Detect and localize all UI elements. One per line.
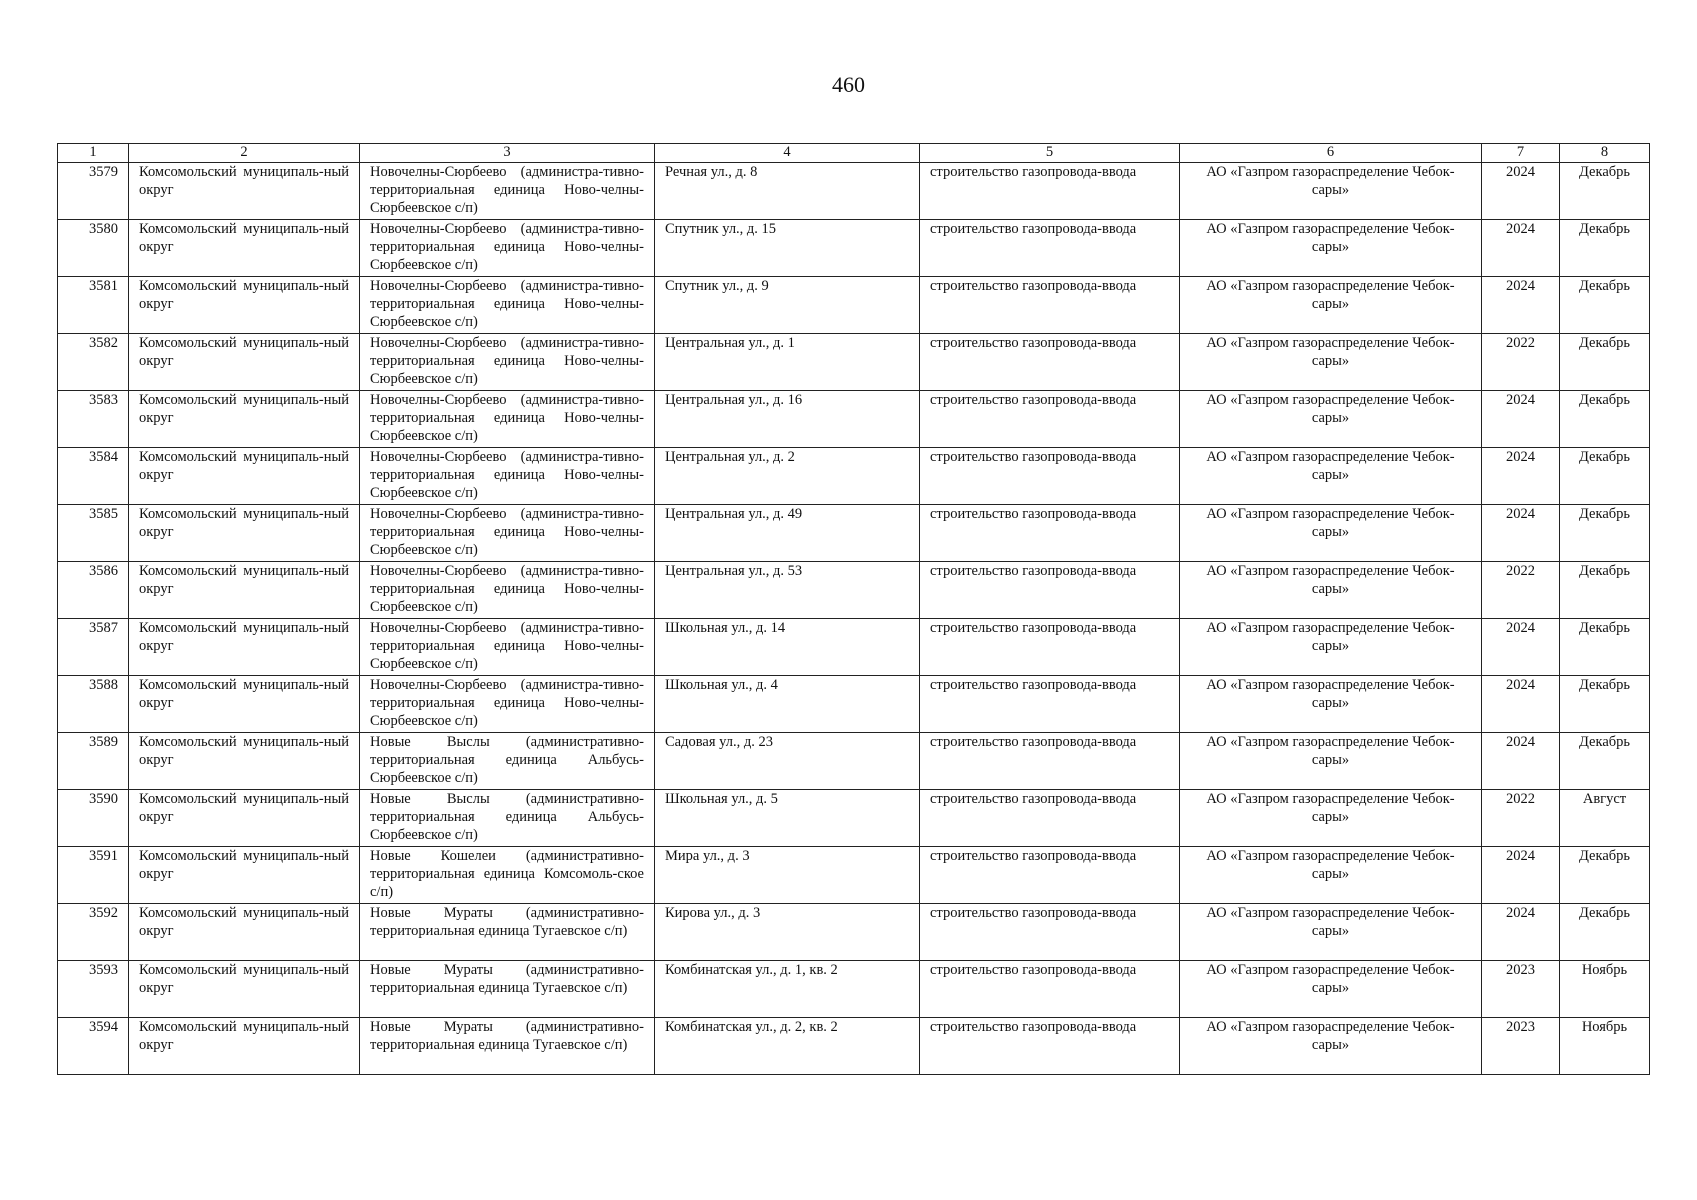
month-cell: Декабрь [1560, 562, 1650, 619]
column-header: 3 [360, 144, 655, 163]
row-number: 3583 [58, 391, 129, 448]
settlement-cell: Новые Мураты (административно-территориальная единица Тугаевское с/п) [360, 904, 655, 961]
row-number: 3594 [58, 1018, 129, 1075]
work-type-cell: строительство газопровода-ввода [920, 163, 1180, 220]
table-body [58, 163, 1650, 1075]
settlement-cell: Новочелны-Сюрбеево (администра-тивно-территориальная единица Ново-челны-Сюрбеевское с/п) [360, 505, 655, 562]
table-row [58, 277, 1650, 334]
column-header: 8 [1560, 144, 1650, 163]
table-row [58, 1018, 1650, 1075]
address-cell: Центральная ул., д. 2 [655, 448, 920, 505]
year-cell: 2022 [1482, 562, 1560, 619]
address-cell: Центральная ул., д. 53 [655, 562, 920, 619]
district-cell: Комсомольский муниципаль-ный округ [129, 562, 360, 619]
work-type-cell: строительство газопровода-ввода [920, 391, 1180, 448]
settlement-cell: Новочелны-Сюрбеево (администра-тивно-территориальная единица Ново-челны-Сюрбеевское с/п) [360, 391, 655, 448]
row-number: 3581 [58, 277, 129, 334]
year-cell: 2024 [1482, 220, 1560, 277]
organization-cell: АО «Газпром газораспределение Чебок-сары» [1180, 277, 1482, 334]
month-cell: Декабрь [1560, 619, 1650, 676]
work-type-cell: строительство газопровода-ввода [920, 733, 1180, 790]
table-row [58, 790, 1650, 847]
address-cell: Школьная ул., д. 5 [655, 790, 920, 847]
address-cell: Спутник ул., д. 9 [655, 277, 920, 334]
work-type-cell: строительство газопровода-ввода [920, 1018, 1180, 1075]
year-cell: 2023 [1482, 961, 1560, 1018]
table-row [58, 904, 1650, 961]
district-cell: Комсомольский муниципаль-ный округ [129, 163, 360, 220]
settlement-cell: Новочелны-Сюрбеево (администра-тивно-территориальная единица Ново-челны-Сюрбеевское с/п) [360, 277, 655, 334]
address-cell: Кирова ул., д. 3 [655, 904, 920, 961]
row-number: 3591 [58, 847, 129, 904]
table-row [58, 676, 1650, 733]
work-type-cell: строительство газопровода-ввода [920, 505, 1180, 562]
settlement-cell: Новочелны-Сюрбеево (администра-тивно-территориальная единица Ново-челны-Сюрбеевское с/п) [360, 334, 655, 391]
address-cell: Комбинатская ул., д. 1, кв. 2 [655, 961, 920, 1018]
work-type-cell: строительство газопровода-ввода [920, 448, 1180, 505]
organization-cell: АО «Газпром газораспределение Чебок-сары» [1180, 448, 1482, 505]
year-cell: 2024 [1482, 391, 1560, 448]
district-cell: Комсомольский муниципаль-ный округ [129, 733, 360, 790]
column-header: 1 [58, 144, 129, 163]
row-number: 3588 [58, 676, 129, 733]
work-type-cell: строительство газопровода-ввода [920, 220, 1180, 277]
settlement-cell: Новочелны-Сюрбеево (администра-тивно-территориальная единица Ново-челны-Сюрбеевское с/п) [360, 163, 655, 220]
month-cell: Декабрь [1560, 277, 1650, 334]
year-cell: 2024 [1482, 505, 1560, 562]
organization-cell: АО «Газпром газораспределение Чебок-сары» [1180, 733, 1482, 790]
settlement-cell: Новые Кошелеи (административно-территориальная единица Комсомоль-ское с/п) [360, 847, 655, 904]
settlement-cell: Новочелны-Сюрбеево (администра-тивно-территориальная единица Ново-челны-Сюрбеевское с/п) [360, 220, 655, 277]
organization-cell: АО «Газпром газораспределение Чебок-сары» [1180, 961, 1482, 1018]
year-cell: 2024 [1482, 163, 1560, 220]
organization-cell: АО «Газпром газораспределение Чебок-сары» [1180, 619, 1482, 676]
year-cell: 2022 [1482, 790, 1560, 847]
address-cell: Центральная ул., д. 49 [655, 505, 920, 562]
table-row [58, 562, 1650, 619]
row-number: 3584 [58, 448, 129, 505]
organization-cell: АО «Газпром газораспределение Чебок-сары» [1180, 676, 1482, 733]
work-type-cell: строительство газопровода-ввода [920, 676, 1180, 733]
month-cell: Декабрь [1560, 904, 1650, 961]
district-cell: Комсомольский муниципаль-ный округ [129, 448, 360, 505]
organization-cell: АО «Газпром газораспределение Чебок-сары» [1180, 847, 1482, 904]
month-cell: Декабрь [1560, 733, 1650, 790]
work-type-cell: строительство газопровода-ввода [920, 334, 1180, 391]
month-cell: Декабрь [1560, 163, 1650, 220]
work-type-cell: строительство газопровода-ввода [920, 961, 1180, 1018]
row-number: 3586 [58, 562, 129, 619]
row-number: 3580 [58, 220, 129, 277]
table-row [58, 619, 1650, 676]
row-number: 3593 [58, 961, 129, 1018]
address-cell: Спутник ул., д. 15 [655, 220, 920, 277]
year-cell: 2024 [1482, 676, 1560, 733]
table-row [58, 961, 1650, 1018]
settlement-cell: Новые Выслы (административно-территориальная единица Альбусь-Сюрбеевское с/п) [360, 733, 655, 790]
row-number: 3582 [58, 334, 129, 391]
organization-cell: АО «Газпром газораспределение Чебок-сары» [1180, 904, 1482, 961]
district-cell: Комсомольский муниципаль-ный округ [129, 961, 360, 1018]
table-row [58, 334, 1650, 391]
column-header: 4 [655, 144, 920, 163]
address-cell: Речная ул., д. 8 [655, 163, 920, 220]
work-type-cell: строительство газопровода-ввода [920, 562, 1180, 619]
district-cell: Комсомольский муниципаль-ный округ [129, 505, 360, 562]
column-header: 2 [129, 144, 360, 163]
year-cell: 2024 [1482, 733, 1560, 790]
month-cell: Декабрь [1560, 334, 1650, 391]
address-cell: Школьная ул., д. 14 [655, 619, 920, 676]
settlement-cell: Новочелны-Сюрбеево (администра-тивно-территориальная единица Ново-челны-Сюрбеевское с/п) [360, 676, 655, 733]
column-header: 5 [920, 144, 1180, 163]
month-cell: Ноябрь [1560, 961, 1650, 1018]
year-cell: 2024 [1482, 619, 1560, 676]
month-cell: Август [1560, 790, 1650, 847]
month-cell: Декабрь [1560, 847, 1650, 904]
month-cell: Декабрь [1560, 220, 1650, 277]
year-cell: 2024 [1482, 904, 1560, 961]
work-type-cell: строительство газопровода-ввода [920, 619, 1180, 676]
district-cell: Комсомольский муниципаль-ный округ [129, 220, 360, 277]
district-cell: Комсомольский муниципаль-ный округ [129, 790, 360, 847]
row-number: 3589 [58, 733, 129, 790]
settlement-cell: Новые Мураты (административно-территориальная единица Тугаевское с/п) [360, 1018, 655, 1075]
address-cell: Центральная ул., д. 1 [655, 334, 920, 391]
row-number: 3579 [58, 163, 129, 220]
table-row [58, 847, 1650, 904]
table-row [58, 391, 1650, 448]
column-header: 7 [1482, 144, 1560, 163]
table-row [58, 505, 1650, 562]
work-type-cell: строительство газопровода-ввода [920, 277, 1180, 334]
year-cell: 2024 [1482, 448, 1560, 505]
district-cell: Комсомольский муниципаль-ный округ [129, 904, 360, 961]
month-cell: Декабрь [1560, 391, 1650, 448]
address-cell: Мира ул., д. 3 [655, 847, 920, 904]
district-cell: Комсомольский муниципаль-ный округ [129, 391, 360, 448]
page-number: 460 [832, 72, 865, 97]
work-type-cell: строительство газопровода-ввода [920, 790, 1180, 847]
organization-cell: АО «Газпром газораспределение Чебок-сары» [1180, 163, 1482, 220]
table-row [58, 220, 1650, 277]
row-number: 3590 [58, 790, 129, 847]
address-cell: Школьная ул., д. 4 [655, 676, 920, 733]
settlement-cell: Новые Выслы (административно-территориальная единица Альбусь-Сюрбеевское с/п) [360, 790, 655, 847]
work-type-cell: строительство газопровода-ввода [920, 847, 1180, 904]
month-cell: Декабрь [1560, 448, 1650, 505]
registry-table [57, 143, 1650, 1075]
organization-cell: АО «Газпром газораспределение Чебок-сары» [1180, 391, 1482, 448]
table-row [58, 733, 1650, 790]
row-number: 3585 [58, 505, 129, 562]
organization-cell: АО «Газпром газораспределение Чебок-сары» [1180, 790, 1482, 847]
month-cell: Ноябрь [1560, 1018, 1650, 1075]
organization-cell: АО «Газпром газораспределение Чебок-сары» [1180, 334, 1482, 391]
header-row [58, 144, 1650, 163]
settlement-cell: Новые Мураты (административно-территориальная единица Тугаевское с/п) [360, 961, 655, 1018]
year-cell: 2023 [1482, 1018, 1560, 1075]
district-cell: Комсомольский муниципаль-ный округ [129, 1018, 360, 1075]
district-cell: Комсомольский муниципаль-ный округ [129, 676, 360, 733]
organization-cell: АО «Газпром газораспределение Чебок-сары» [1180, 505, 1482, 562]
organization-cell: АО «Газпром газораспределение Чебок-сары» [1180, 220, 1482, 277]
district-cell: Комсомольский муниципаль-ный округ [129, 277, 360, 334]
year-cell: 2024 [1482, 277, 1560, 334]
district-cell: Комсомольский муниципаль-ный округ [129, 619, 360, 676]
year-cell: 2024 [1482, 847, 1560, 904]
address-cell: Центральная ул., д. 16 [655, 391, 920, 448]
column-header: 6 [1180, 144, 1482, 163]
row-number: 3592 [58, 904, 129, 961]
table-row [58, 163, 1650, 220]
settlement-cell: Новочелны-Сюрбеево (администра-тивно-территориальная единица Ново-челны-Сюрбеевское с/п) [360, 619, 655, 676]
address-cell: Комбинатская ул., д. 2, кв. 2 [655, 1018, 920, 1075]
district-cell: Комсомольский муниципаль-ный округ [129, 847, 360, 904]
organization-cell: АО «Газпром газораспределение Чебок-сары» [1180, 1018, 1482, 1075]
work-type-cell: строительство газопровода-ввода [920, 904, 1180, 961]
settlement-cell: Новочелны-Сюрбеево (администра-тивно-территориальная единица Ново-челны-Сюрбеевское с/п) [360, 562, 655, 619]
year-cell: 2022 [1482, 334, 1560, 391]
organization-cell: АО «Газпром газораспределение Чебок-сары» [1180, 562, 1482, 619]
month-cell: Декабрь [1560, 505, 1650, 562]
address-cell: Садовая ул., д. 23 [655, 733, 920, 790]
month-cell: Декабрь [1560, 676, 1650, 733]
table-row [58, 448, 1650, 505]
row-number: 3587 [58, 619, 129, 676]
district-cell: Комсомольский муниципаль-ный округ [129, 334, 360, 391]
settlement-cell: Новочелны-Сюрбеево (администра-тивно-территориальная единица Ново-челны-Сюрбеевское с/п) [360, 448, 655, 505]
